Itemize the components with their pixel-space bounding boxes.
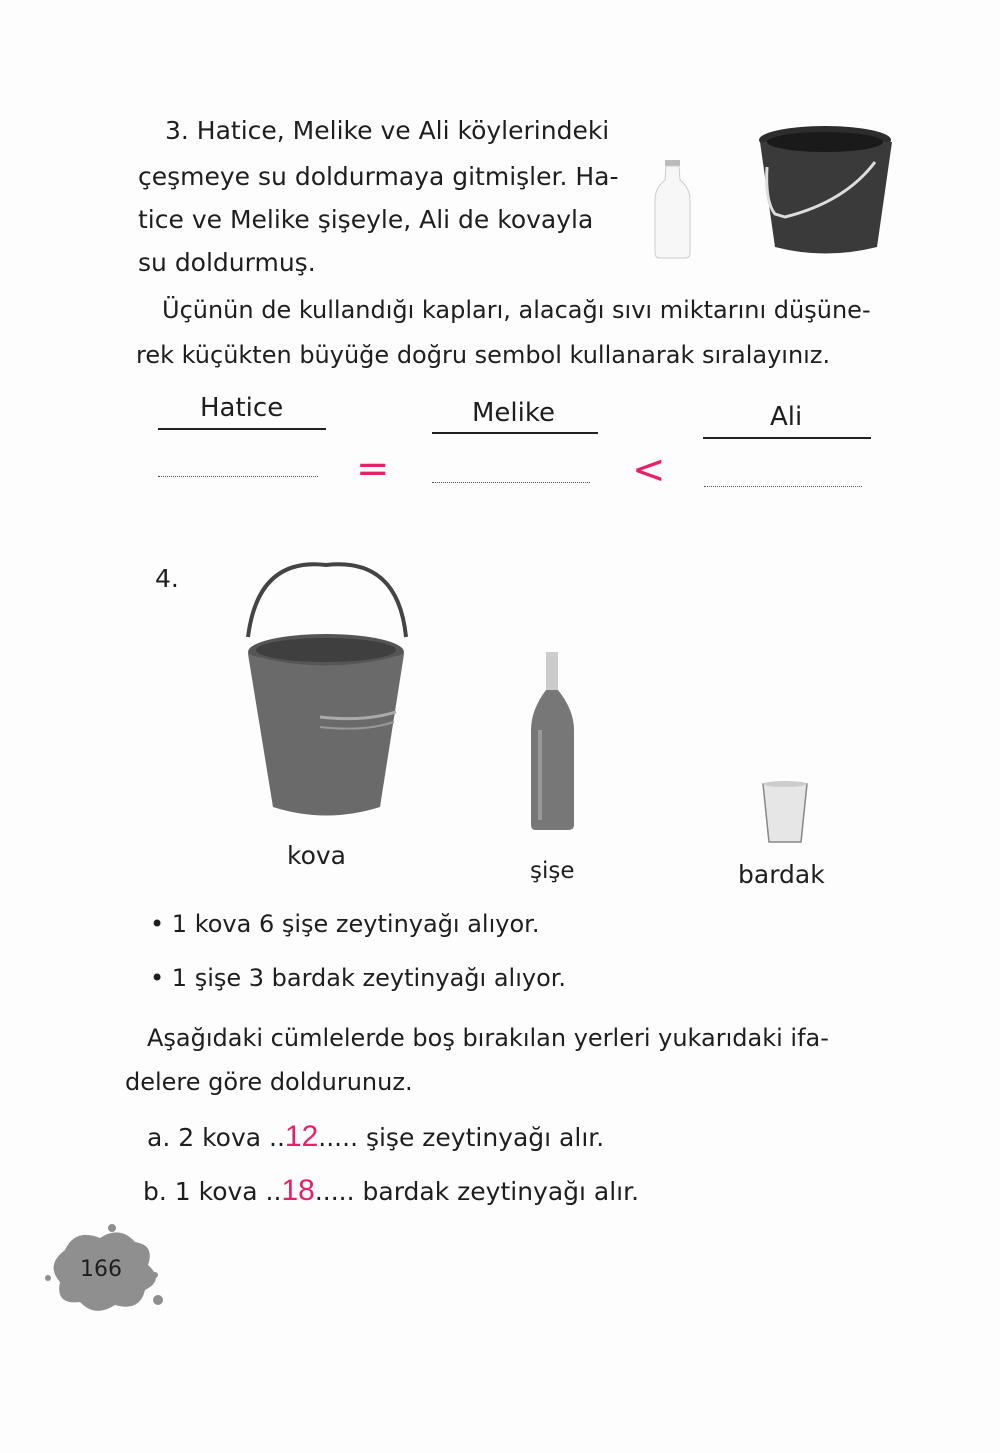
q3-line-3: tice ve Melike şişeyle, Ali de kovayla	[138, 205, 594, 234]
answer-blank	[704, 486, 862, 487]
answer-b: 18	[281, 1174, 315, 1207]
less-than-symbol: <	[632, 447, 666, 493]
q4-item-b	[143, 1176, 639, 1206]
item-suffix: ..... şişe zeytinyağı alır.	[318, 1123, 605, 1152]
item-prefix: b. 1 kova ..	[143, 1177, 282, 1206]
black-bucket-image	[755, 122, 897, 257]
drinking-glass-image	[760, 780, 810, 848]
item-suffix: ..... bardak zeytinyağı alır.	[314, 1177, 640, 1206]
q3-line-4: su doldurmuş.	[138, 248, 316, 277]
q3-instruction-1: Üçünün de kullandığı kapları, alacağı sıvı miktarını düşüne-	[162, 296, 871, 324]
metal-bucket-image	[228, 562, 424, 824]
answer-a: 12	[284, 1120, 319, 1153]
answer-blank	[158, 476, 318, 477]
name-ali: Ali	[770, 402, 803, 432]
q4-item-a	[147, 1122, 604, 1152]
page-number: 166	[80, 1257, 122, 1282]
name-underline	[703, 437, 871, 439]
q3-line-1: 3. Hatice, Melike ve Ali köylerindeki	[165, 116, 610, 145]
name-melike: Melike	[472, 398, 556, 428]
label-sise: şişe	[530, 858, 575, 884]
name-hatice: Hatice	[200, 393, 284, 423]
bullet-item-1: • 1 kova 6 şişe zeytinyağı alıyor.	[150, 910, 540, 938]
q4-instruction-1: Aşağıdaki cümlelerde boş bırakılan yerleri yukarıdaki ifa-	[147, 1024, 829, 1052]
name-underline	[158, 428, 326, 430]
q4-instruction-2: delere göre doldurunuz.	[125, 1068, 413, 1096]
milk-bottle-image	[650, 158, 695, 260]
glass-bottle-image	[528, 650, 578, 838]
q4-number: 4.	[155, 564, 179, 593]
q3-instruction-2: rek küçükten büyüğe doğru sembol kullanarak sıralayınız.	[136, 341, 831, 369]
equals-symbol: =	[356, 446, 390, 492]
item-prefix: a. 2 kova ..	[147, 1123, 285, 1152]
label-bardak: bardak	[738, 860, 825, 889]
bullet-text: 1 şişe 3 bardak zeytinyağı alıyor.	[171, 964, 567, 992]
bullet-text: 1 kova 6 şişe zeytinyağı alıyor.	[171, 910, 540, 938]
label-kova: kova	[287, 841, 346, 870]
bullet-item-2: • 1 şişe 3 bardak zeytinyağı alıyor.	[150, 964, 567, 992]
answer-blank	[432, 482, 590, 483]
name-underline	[432, 432, 598, 434]
q3-line-2: çeşmeye su doldurmaya gitmişler. Ha-	[138, 162, 619, 191]
